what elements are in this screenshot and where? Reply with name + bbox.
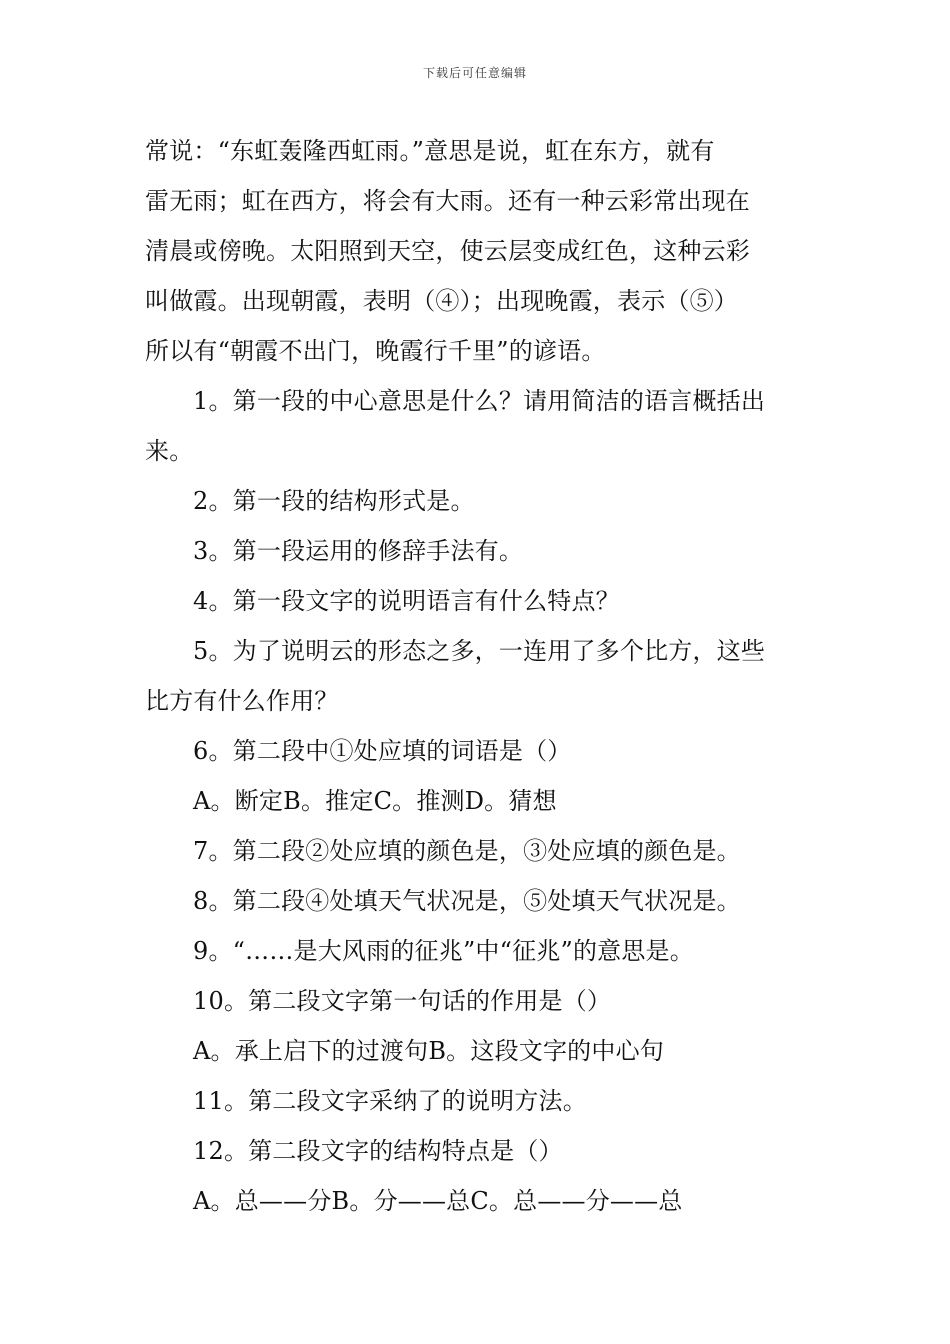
question-12-options: A。总——分B。分——总C。总——分——总 (193, 1187, 683, 1215)
question-8: 8。第二段④处填天气状况是，⑤处填天气状况是。 (193, 887, 741, 915)
question-7: 7。第二段②处应填的颜色是，③处应填的颜色是。 (193, 837, 741, 865)
text-line-2: 雷无雨；虹在西方，将会有大雨。还有一种云彩常出现在 (145, 187, 750, 215)
page-header: 下载后可任意编辑 (422, 66, 527, 80)
question-2: 2。第一段的结构形式是。 (193, 487, 475, 515)
question-10-options: A。承上启下的过渡句B。这段文字的中心句 (193, 1037, 664, 1065)
document-body (145, 126, 810, 1226)
question-6: 6。第二段中①处应填的词语是（） (193, 737, 572, 765)
question-5-continued: 比方有什么作用？ (145, 687, 339, 715)
question-6-options: A。断定B。推定C。推测D。猜想 (193, 787, 557, 815)
text-line-5: 所以有“朝霞不出门，晚霞行千里”的谚语。 (145, 337, 606, 365)
question-4: 4。第一段文字的说明语言有什么特点？ (193, 587, 620, 615)
text-line-1: 常说：“东虹轰隆西虹雨。”意思是说，虹在东方，就有 (145, 137, 715, 165)
question-1: 1。第一段的中心意思是什么？请用简洁的语言概括出 (193, 387, 766, 415)
question-11: 11。第二段文字采纳了的说明方法。 (193, 1087, 587, 1115)
question-1-continued: 来。 (145, 437, 194, 465)
question-9: 9。“……是大风雨的征兆”中“征兆”的意思是。 (193, 937, 694, 965)
question-10: 10。第二段文字第一句话的作用是（） (193, 987, 612, 1015)
question-3: 3。第一段运用的修辞手法有。 (193, 537, 524, 565)
text-line-4: 叫做霞。出现朝霞，表明（④）；出现晚霞，表示（⑤） (145, 287, 738, 315)
text-line-3: 清晨或傍晚。太阳照到天空，使云层变成红色，这种云彩 (145, 237, 750, 265)
question-12: 12。第二段文字的结构特点是（） (193, 1137, 563, 1165)
question-5: 5。为了说明云的形态之多，一连用了多个比方，这些 (193, 637, 766, 665)
